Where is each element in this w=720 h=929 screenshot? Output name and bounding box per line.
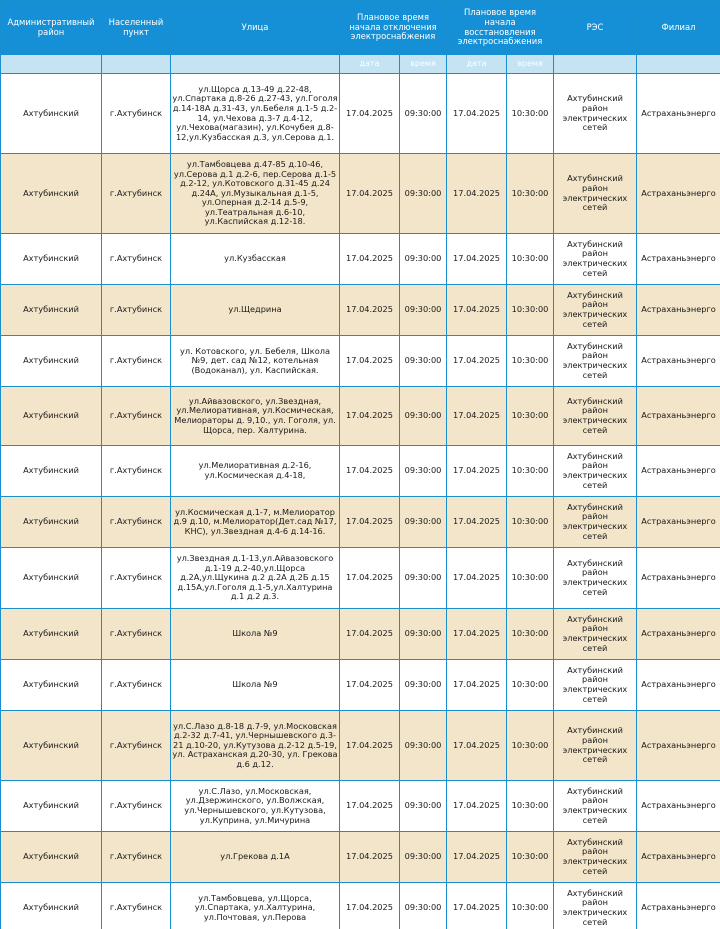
cell-on-time: 10:30:00 <box>507 609 554 660</box>
cell-district: Ахтубинский <box>1 832 102 883</box>
table-row <box>1 711 720 781</box>
cell-district: Ахтубинский <box>1 883 102 929</box>
cell-off-time: 09:30:00 <box>400 234 447 285</box>
cell-district: Ахтубинский <box>1 154 102 234</box>
cell-off-time: 09:30:00 <box>400 336 447 387</box>
subheader-empty <box>1 55 102 74</box>
cell-district: Ахтубинский <box>1 285 102 336</box>
cell-off-date: 17.04.2025 <box>340 883 400 929</box>
cell-branch: Астраханьэнерго <box>637 74 720 154</box>
cell-on-date: 17.04.2025 <box>447 336 507 387</box>
cell-on-date: 17.04.2025 <box>447 74 507 154</box>
cell-street: ул.С.Лазо, ул.Московская, ул.Дзержинского, ул.Волжская, ул.Чернышевского, ул.Кутузова, ул.Куприна, ул.Мичурина <box>171 781 340 832</box>
table-row <box>1 387 720 446</box>
cell-on-time: 10:30:00 <box>507 234 554 285</box>
subheader-on-time: время <box>507 55 554 74</box>
cell-off-date: 17.04.2025 <box>340 285 400 336</box>
cell-on-date: 17.04.2025 <box>447 832 507 883</box>
cell-branch: Астраханьэнерго <box>637 548 720 609</box>
cell-off-date: 17.04.2025 <box>340 711 400 781</box>
cell-on-date: 17.04.2025 <box>447 883 507 929</box>
cell-on-time: 10:30:00 <box>507 660 554 711</box>
cell-res: Ахтубинский район электрических сетей <box>554 781 637 832</box>
cell-res: Ахтубинский район электрических сетей <box>554 609 637 660</box>
cell-off-time: 09:30:00 <box>400 387 447 446</box>
cell-on-time: 10:30:00 <box>507 711 554 781</box>
cell-street: Школа №9 <box>171 660 340 711</box>
cell-off-time: 09:30:00 <box>400 74 447 154</box>
cell-on-date: 17.04.2025 <box>447 781 507 832</box>
cell-branch: Астраханьэнерго <box>637 883 720 929</box>
cell-district: Ахтубинский <box>1 660 102 711</box>
cell-off-date: 17.04.2025 <box>340 154 400 234</box>
subheader-off-date: дата <box>340 55 400 74</box>
cell-res: Ахтубинский район электрических сетей <box>554 74 637 154</box>
cell-settlement: г.Ахтубинск <box>102 74 171 154</box>
cell-res: Ахтубинский район электрических сетей <box>554 883 637 929</box>
cell-street: ул.Айвазовского, ул.Звездная, ул.Мелиоративная, ул.Космическая, Мелиораторы д. 9,10., ул. Гоголя, ул. Щорса, пер. Халтурина. <box>171 387 340 446</box>
header-district: Административный район <box>1 1 102 55</box>
cell-branch: Астраханьэнерго <box>637 336 720 387</box>
cell-on-date: 17.04.2025 <box>447 497 507 548</box>
cell-off-date: 17.04.2025 <box>340 660 400 711</box>
cell-on-time: 10:30:00 <box>507 497 554 548</box>
cell-res: Ахтубинский район электрических сетей <box>554 832 637 883</box>
cell-street: ул.Грекова д.1А <box>171 832 340 883</box>
subheader-empty <box>637 55 720 74</box>
cell-res: Ахтубинский район электрических сетей <box>554 497 637 548</box>
table-row <box>1 446 720 497</box>
cell-res: Ахтубинский район электрических сетей <box>554 285 637 336</box>
cell-res: Ахтубинский район электрических сетей <box>554 548 637 609</box>
cell-off-time: 09:30:00 <box>400 660 447 711</box>
cell-off-time: 09:30:00 <box>400 609 447 660</box>
subheader-off-time: время <box>400 55 447 74</box>
table-row <box>1 336 720 387</box>
header-restore-time: Плановое время начала восстановления электроснабжения <box>447 1 554 55</box>
cell-branch: Астраханьэнерго <box>637 781 720 832</box>
cell-district: Ахтубинский <box>1 548 102 609</box>
cell-branch: Астраханьэнерго <box>637 446 720 497</box>
cell-off-time: 09:30:00 <box>400 832 447 883</box>
cell-street: ул.С.Лазо д.8-18 д.7-9, ул.Московская д.2-32 д.7-41, ул.Чернышевского д.3-21 д.10-20, ул.Кутузова д.2-12 д.5-19, ул. Астраханская д.20-30, ул. Грекова д.6 д.12. <box>171 711 340 781</box>
cell-settlement: г.Ахтубинск <box>102 154 171 234</box>
cell-street: ул.Щорса д.13-49 д.22-48, ул.Спартака д.8-26 д.27-43, ул.Гоголя д.14-18А д.31-43, ул.Бебеля д.1-5 д.2-14, ул.Чехова д.3-7 д.4-12, ул.Чехова(магазин), ул.Кочубея д.8-12,ул.Кузбасская д.3, ул.Серова д.1. <box>171 74 340 154</box>
cell-off-time: 09:30:00 <box>400 285 447 336</box>
cell-district: Ахтубинский <box>1 74 102 154</box>
cell-settlement: г.Ахтубинск <box>102 781 171 832</box>
header-off-time: Плановое время начала отключения электроснабжения <box>340 1 447 55</box>
cell-settlement: г.Ахтубинск <box>102 660 171 711</box>
table-row <box>1 234 720 285</box>
subheader-on-date: дата <box>447 55 507 74</box>
cell-street: ул.Щедрина <box>171 285 340 336</box>
cell-on-time: 10:30:00 <box>507 832 554 883</box>
table-row <box>1 74 720 154</box>
cell-district: Ахтубинский <box>1 781 102 832</box>
cell-settlement: г.Ахтубинск <box>102 387 171 446</box>
cell-street: ул. Котовского, ул. Бебеля, Школа №9, дет. сад №12, котельная (Водоканал), ул. Каспийская. <box>171 336 340 387</box>
cell-off-date: 17.04.2025 <box>340 497 400 548</box>
cell-on-date: 17.04.2025 <box>447 548 507 609</box>
cell-off-time: 09:30:00 <box>400 446 447 497</box>
cell-on-date: 17.04.2025 <box>447 234 507 285</box>
cell-on-date: 17.04.2025 <box>447 387 507 446</box>
cell-settlement: г.Ахтубинск <box>102 548 171 609</box>
header-row <box>1 1 720 55</box>
cell-off-date: 17.04.2025 <box>340 548 400 609</box>
cell-branch: Астраханьэнерго <box>637 387 720 446</box>
cell-district: Ахтубинский <box>1 234 102 285</box>
subheader-empty <box>171 55 340 74</box>
cell-on-time: 10:30:00 <box>507 154 554 234</box>
table-row <box>1 497 720 548</box>
cell-off-time: 09:30:00 <box>400 781 447 832</box>
header-street: Улица <box>171 1 340 55</box>
subheader-empty <box>102 55 171 74</box>
cell-res: Ахтубинский район электрических сетей <box>554 387 637 446</box>
cell-branch: Астраханьэнерго <box>637 832 720 883</box>
cell-branch: Астраханьэнерго <box>637 609 720 660</box>
cell-on-time: 10:30:00 <box>507 781 554 832</box>
cell-settlement: г.Ахтубинск <box>102 234 171 285</box>
subheader-row <box>1 55 720 74</box>
cell-res: Ахтубинский район электрических сетей <box>554 711 637 781</box>
cell-street: Школа №9 <box>171 609 340 660</box>
cell-settlement: г.Ахтубинск <box>102 336 171 387</box>
cell-on-time: 10:30:00 <box>507 74 554 154</box>
cell-settlement: г.Ахтубинск <box>102 832 171 883</box>
cell-street: ул.Звездная д.1-13,ул.Айвазовского д.1-19 д.2-40,ул.Щорса д.2А,ул.Щукина д.2 д.2А д.2Б д.15 д.15А,ул.Гоголя д.1-5,ул.Халтурина д.1 д.2 д.3. <box>171 548 340 609</box>
cell-branch: Астраханьэнерго <box>637 154 720 234</box>
cell-district: Ахтубинский <box>1 446 102 497</box>
cell-settlement: г.Ахтубинск <box>102 497 171 548</box>
cell-off-time: 09:30:00 <box>400 711 447 781</box>
cell-on-date: 17.04.2025 <box>447 609 507 660</box>
cell-off-date: 17.04.2025 <box>340 781 400 832</box>
table-row <box>1 832 720 883</box>
cell-street: ул.Кузбасская <box>171 234 340 285</box>
table-row <box>1 781 720 832</box>
cell-off-date: 17.04.2025 <box>340 446 400 497</box>
table-row <box>1 883 720 929</box>
cell-branch: Астраханьэнерго <box>637 711 720 781</box>
cell-on-time: 10:30:00 <box>507 285 554 336</box>
cell-res: Ахтубинский район электрических сетей <box>554 154 637 234</box>
cell-district: Ахтубинский <box>1 497 102 548</box>
cell-branch: Астраханьэнерго <box>637 660 720 711</box>
cell-settlement: г.Ахтубинск <box>102 446 171 497</box>
cell-branch: Астраханьэнерго <box>637 285 720 336</box>
table-row <box>1 660 720 711</box>
cell-branch: Астраханьэнерго <box>637 234 720 285</box>
subheader-empty <box>554 55 637 74</box>
cell-branch: Астраханьэнерго <box>637 497 720 548</box>
cell-off-time: 09:30:00 <box>400 548 447 609</box>
cell-district: Ахтубинский <box>1 711 102 781</box>
cell-res: Ахтубинский район электрических сетей <box>554 336 637 387</box>
cell-off-date: 17.04.2025 <box>340 832 400 883</box>
table-row <box>1 548 720 609</box>
cell-settlement: г.Ахтубинск <box>102 609 171 660</box>
cell-on-date: 17.04.2025 <box>447 660 507 711</box>
header-res: РЭС <box>554 1 637 55</box>
cell-on-date: 17.04.2025 <box>447 446 507 497</box>
cell-district: Ахтубинский <box>1 336 102 387</box>
cell-settlement: г.Ахтубинск <box>102 883 171 929</box>
cell-settlement: г.Ахтубинск <box>102 285 171 336</box>
table-row <box>1 285 720 336</box>
cell-off-date: 17.04.2025 <box>340 387 400 446</box>
cell-off-time: 09:30:00 <box>400 154 447 234</box>
cell-settlement: г.Ахтубинск <box>102 711 171 781</box>
header-branch: Филиал <box>637 1 720 55</box>
cell-res: Ахтубинский район электрических сетей <box>554 446 637 497</box>
cell-district: Ахтубинский <box>1 387 102 446</box>
cell-on-date: 17.04.2025 <box>447 711 507 781</box>
cell-off-date: 17.04.2025 <box>340 336 400 387</box>
cell-off-date: 17.04.2025 <box>340 609 400 660</box>
cell-res: Ахтубинский район электрических сетей <box>554 660 637 711</box>
table-row <box>1 609 720 660</box>
cell-district: Ахтубинский <box>1 609 102 660</box>
cell-on-time: 10:30:00 <box>507 548 554 609</box>
cell-off-date: 17.04.2025 <box>340 234 400 285</box>
cell-on-time: 10:30:00 <box>507 336 554 387</box>
cell-on-date: 17.04.2025 <box>447 285 507 336</box>
cell-street: ул.Тамбовцева, ул.Щорса, ул.Спартака, ул.Халтурина, ул.Почтовая, ул.Перова <box>171 883 340 929</box>
cell-street: ул.Тамбовцева д.47-85 д.10-46, ул.Серова д.1 д.2-6, пер.Серова д.1-5 д.2-12, ул.Котовского д.31-45 д.24 д.24А, ул.Музыкальная д.1-5, ул.Оперная д.2-14 д.5-9, ул.Театральная д.6-10, ул.Каспийская д.12-18. <box>171 154 340 234</box>
table-row <box>1 154 720 234</box>
cell-street: ул.Космическая д.1-7, м.Мелиоратор д.9 д.10, м.Мелиоратор(Дет.сад №17, КНС), ул.Звездная д.4-6 д.14-16. <box>171 497 340 548</box>
cell-off-time: 09:30:00 <box>400 497 447 548</box>
cell-off-date: 17.04.2025 <box>340 74 400 154</box>
cell-on-time: 10:30:00 <box>507 387 554 446</box>
cell-on-date: 17.04.2025 <box>447 154 507 234</box>
cell-off-time: 09:30:00 <box>400 883 447 929</box>
header-settlement: Населенный пункт <box>102 1 171 55</box>
cell-res: Ахтубинский район электрических сетей <box>554 234 637 285</box>
cell-on-time: 10:30:00 <box>507 883 554 929</box>
cell-on-time: 10:30:00 <box>507 446 554 497</box>
cell-street: ул.Мелиоративная д.2-16, ул.Космическая д.4-18, <box>171 446 340 497</box>
